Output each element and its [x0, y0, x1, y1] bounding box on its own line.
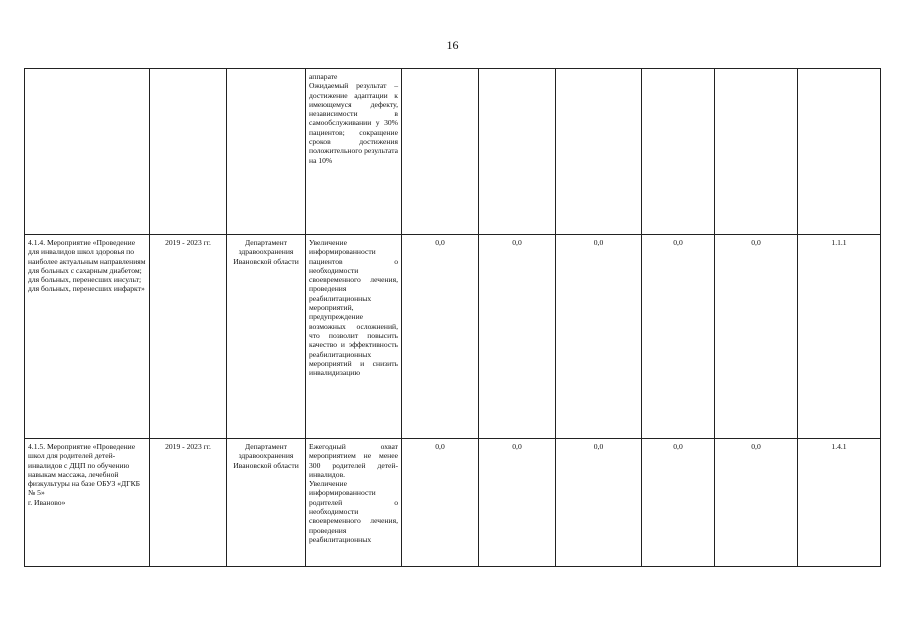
- executor-cell: Департамент здравоохранения Ивановской области: [227, 439, 306, 567]
- result-cell: Увеличение информированности пациентов о необходимости своевременного лечения, проведения реабилитационных мероприятий, предупреждение возможных осложнений, что позволит повысить качество и эффективность реабилитационных мероприятий и снизить инвалидизацию: [306, 235, 402, 439]
- table-row: [25, 439, 881, 567]
- value-cell: [642, 69, 715, 235]
- value-cell: 0,0: [556, 439, 642, 567]
- value-cell: [402, 69, 479, 235]
- value-cell: 0,0: [479, 235, 556, 439]
- value-cell: [715, 69, 798, 235]
- indicator-code-cell: [798, 69, 881, 235]
- value-cell: [556, 69, 642, 235]
- value-cell: 0,0: [402, 439, 479, 567]
- executor-cell: Департамент здравоохранения Ивановской области: [227, 235, 306, 439]
- value-cell: 0,0: [479, 439, 556, 567]
- value-cell: 0,0: [556, 235, 642, 439]
- result-cell: Ежегодный охват мероприятием не менее 300 родителей детей-инвалидов. Увеличение информированности родителей о необходимости своевременного лечения, проведения реабилитационных: [306, 439, 402, 567]
- value-cell: 0,0: [715, 439, 798, 567]
- value-cell: 0,0: [642, 439, 715, 567]
- result-cell: аппарате Ожидаемый результат – достижение адаптации к имеющемуся дефекту, независимости в самообслуживании у 30% пациентов; сокращение сроков достижения положительного результата на 10%: [306, 69, 402, 235]
- table-row: [25, 69, 881, 235]
- indicator-code-cell: 1.1.1: [798, 235, 881, 439]
- activity-cell: [25, 69, 150, 235]
- activity-cell: 4.1.4. Мероприятие «Проведение для инвалидов школ здоровья по наиболее актуальным направлениям для больных с сахарным диабетом; для больных, перенесших инсульт; для больных, перенесших инфаркт»: [25, 235, 150, 439]
- activity-cell: 4.1.5. Мероприятие «Проведение школ для родителей детей-инвалидов с ДЦП по обучению навыкам массажа, лечебной физкультуры на базе ОБУЗ «ДГКБ № 5» г. Иваново»: [25, 439, 150, 567]
- executor-cell: [227, 69, 306, 235]
- value-cell: 0,0: [715, 235, 798, 439]
- value-cell: [479, 69, 556, 235]
- table-row: [25, 235, 881, 439]
- value-cell: 0,0: [402, 235, 479, 439]
- period-cell: [150, 69, 227, 235]
- activities-table: [24, 68, 881, 567]
- period-cell: 2019 - 2023 гг.: [150, 235, 227, 439]
- indicator-code-cell: 1.4.1: [798, 439, 881, 567]
- value-cell: 0,0: [642, 235, 715, 439]
- page-number: 16: [446, 38, 459, 52]
- period-cell: 2019 - 2023 гг.: [150, 439, 227, 567]
